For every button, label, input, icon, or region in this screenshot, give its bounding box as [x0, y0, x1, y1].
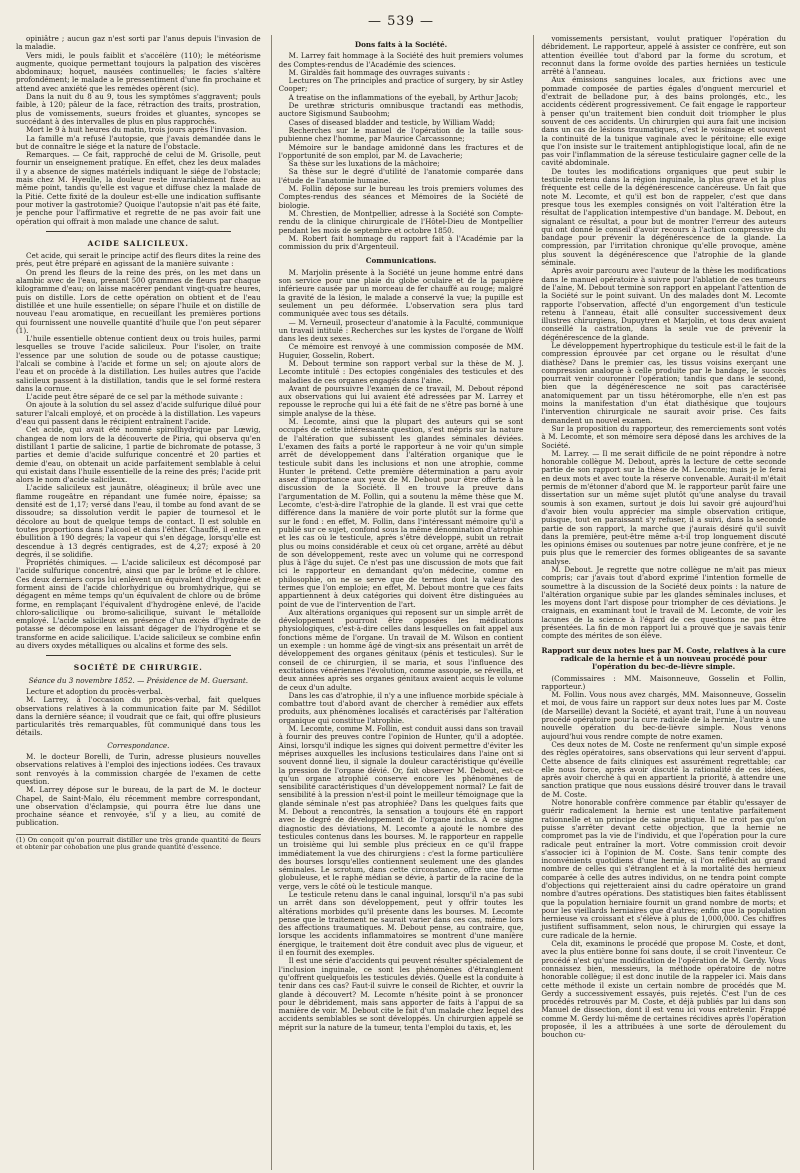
paragraph: Aux émissions sanguines locales, aux frictions avec une pommade composée de parties égales d'onguent mercuriel et d'extrait de belladone pur, à des bains prolongés, etc., les accidents cédèrent progressivement. Ce fait engage le rapporteur à penser qu'un traitement bien conduit doit triompher le plus souvent de ces accidents. Un chirurgien qui aura fait une incision dans un cas de lésions traumatiques, c'est le voisinage et souvent la continuité de la tunique vaginale avec le péritoine; elle exige que l'on insiste sur le traitement antiphlogistique local, afin de ne pas voir l'inflammation de la séreuse testiculaire gagner celle de la cavité abdominale. — [541, 75, 787, 168]
paragraph: Mémoire sur le bandage amidonné dans les fractures et de l'opportunité de son emploi, par M. de Lavacherie; — [278, 142, 524, 160]
paragraph: De urethræ stricturis omnibusque tractandi eas methodis, auctore Sigismund Sauboohm; — [278, 101, 524, 119]
paragraph: On ajoute à la solution du sel assez d'acide sulfurique dilué pour saturer l'alcali employé, et on procède à la distillation. Les vapeurs d'eau qui passent dans le récipient entraînent l'acide. — [16, 400, 261, 427]
paragraph: M. Larrey, à l'occasion du procès-verbal, fait quelques observations relatives à la communication faite par M. Sédillot dans la dernière séance; il voudrait que ce fait, qui offre plusieurs particularités très remarquables, fût communiqué dans tous les détails. — [16, 695, 261, 738]
paragraph: Ces deux notes de M. Coste ne renferment qu'un simple exposé des règles opératoires, sans observations qui leur servent d'appui. Cette absence de faits cliniques est assurément regrettable; car elle nous force, après avoir discuté la rationalité de ces idées, après avoir cherché à qui en appartient la priorité, à attendre une sanction pratique que nous eussions désiré trouver dans le travail de M. Coste. — [541, 739, 787, 799]
paragraph: M. Lecomte, ainsi que la plupart des auteurs qui se sont occupés de cette intéressante question, s'est mépris sur la nature de l'altération que subissent les glandes séminales déviées. L'examen des faits a porté le rapporteur à ne voir qu'un simple arrêt de développement dans l'altération organique que le testicule subit dans les inclusions et non une atrophie, comme Hunter le prétend. Cette première détermination a paru avoir assez d'importance aux yeux de M. Debout pour être offerte à la discussion de la Société. Il en trouve la preuve dans l'argumentation de M. Follin, qui a soutenu la même thèse que M. Lecomte, c'est-à-dire l'atrophie de la glande. Il est vrai que cette différence dans la manière de voir porte plutôt sur la forme que sur le fond : en effet, M. Follin, dans l'intéressant mémoire qu'il a publié sur ce sujet, confond sous la même dénomination d'atrophie et les cas où le testicule, après s'être développé, subit un retrait plus ou moins considérable et ceux où cet organe, arrêté au début de son développement, reste avec un volume qui ne correspond plus à l'âge du sujet. Ce n'est pas une discussion de mots que fait ici le rapporteur en demandant qu'on médecine, comme en philosophie, on ne se serve que de termes dont la valeur des termes que l'on emploie; en effet, M. Debout montre que ces faits appartiennent à deux catégories qui doivent être distinguées au point de vue de l'intervention de l'art. — [278, 417, 524, 609]
paragraph: Mort le 9 à huit heures du matin, trois jours après l'invasion. — [26, 125, 247, 135]
paragraph: M. Marjolin présente à la Société un jeune homme entré dans son service pour une plaie du globe oculaire et de la paupière inférieure causée par un morceau de fer chauffé au rouge; malgré la gravité de la lésion, le malade a conservé la vue; la pupille est seulement un peu déformée. L'observation sera plus tard communiquée avec tous ses détails. — [278, 267, 524, 319]
paragraph: M. Lecomte, comme M. Follin, est conduit aussi dans son travail à fournir des preuves contre l'opinion de Hunter, qu'il a adoptée. Ainsi, lorsqu'il indique les signes qui doivent permettre d'éviter les méprises auxquelles les inclusions testiculaires dans l'aine ont si souvent donné lieu, il signale la douleur caractéristique qu'éveille la pression de l'organe dévié. Or, fait observer M. Debout, est-ce qu'un organe atrophié conserve encore les phénomènes de sensibilité caractéristiques d'un développement normal? Le fait de sensibilité à la pression n'est-il point le meilleur témoignage que la glande séminale n'est pas atrophiée? Dans les quelques faits que M. Debout a rencontrés, la sensation a toujours été en rapport avec le degré de développement de l'organe inclus. À ce signe diagnostic des déviations, M. Lecomte a ajouté le nombre des testicules contenus dans les bourses. M. le rapporteur en rappelle un troisième qui lui semble plus précieux en ce qu'il frappe immédiatement la vue des chirurgiens : c'est la forme particulière des bourses lorsqu'elles contiennent seulement une des glandes séminales. Le scrotum, dans cette circonstance, offre une forme globuleuse, et le raphé médian se dévie, à partir de la racine de la verge, vers le côté où le testicule manque. — [278, 724, 524, 891]
paragraph: M. Larrey. — Il me serait difficile de ne point répondre à notre honorable collègue M. Debout, après la lecture de cette seconde partie de son rapport sur la thèse de M. Lecomte; mais je le ferai en deux mots et avec toute la réserve convenable. Aurait-il m'était permis de m'étonner d'abord que M. le rapporteur parût faire une dissertation sur un même sujet plutôt qu'une analyse du travail soumis à son examen, surtout je dois lui savoir gré aujourd'hui d'avoir bien voulu apprécier ma simple observation critique, puisque, tout en paraissant s'y refuser, il a suivi, dans la seconde partie de son rapport, la marche que j'aurais désiré qu'il suivît dans la première, peut-être même a-t-il trop longuement discuté les opinions émises ou soutenues par notre jeune confrère, et je ne puis plus que le remercier des formes obligeantes de sa savante analyse. — [541, 448, 787, 566]
paragraph: La famille m'a refusé l'autopsie, que j'avais demandée dans le but de connaître le siége et la nature de l'obstacle. — [16, 133, 261, 151]
paragraph: Le développement hypertrophique du testicule est-il le fait de la compression éprouvée par cet organe ou le résultat d'une diathèse? Dans le premier cas, les tissus voisins exerçant une compression analogue à celle produite par le bandage, le succès pourrait venir couronner l'opération; tandis que dans le second, bien que la dégénérescence ne soit pas caractérisée anatomiquement par un tissu hétéromorphe, elle n'en est pas moins la manifestation d'un état diathésique que toujours l'intervention chirurgicale ne saurait avoir prise. Ces faits demandent un nouvel examen. — [541, 340, 787, 425]
paragraph: On prend les fleurs de la reine des prés, on les met dans un alambic avec de l'eau, prenant 500 grammes de fleurs par chaque kilogramme d'eau; on laisse macérer pendant vingt-quatre heures, puis on distille. Lors de cette opération on obtient et de l'eau distillée et une huile essentielle; on sépare l'huile et on distille de nouveau l'eau aromatique, en recueillant les premières portions qui fournissent une nouvelle quantité d'huile que l'on peut séparer (1). — [16, 267, 261, 335]
section-title: SOCIÉTÉ DE CHIRURGIE. — [73, 663, 203, 673]
seance-line: Séance du 3 novembre 1852. — Présidence de M. Guersant. — [28, 675, 249, 685]
paragraph: Sa thèse sur les luxations de la mâchoire; — [288, 159, 440, 169]
paragraph: Sur la proposition du rapporteur, des remerciements sont votés à M. Lecomte, et son mémoire sera déposé dans les archives de la Société. — [541, 423, 787, 450]
paragraph: Notre honorable confrère commence par établir qu'essayer de guérir radicalement la hernie est une tentative parfaitement rationnelle et un principe de saine pratique. Il ne croit pas qu'on puisse s'arrêter devant cette objection, que la hernie ne compromet pas la vie de l'individu, et que l'opération pour la cure radicale peut entraîner la mort. Votre commission croit devoir s'associer ici à l'opinion de M. Coste. Sans tenir compte des inconvénients quotidiens d'une hernie, si l'on réfléchit au grand nombre de celles qui s'étranglent et à la mortalité des hernieux comparée à celle des autres individus, on ne tendra point compte d'objections qui rejetteraient ainsi du cadre opératoire un grand nombre d'autres opérations. Des statistiques bien faites établissent que la population herniaire fournit un grand nombre de morts; et pour les vieillards herniaires que d'autres; enfin que la population hernieuse va croissant et s'élève à plus de 1,000,000. Ces chiffres justifient suffisamment, selon nous, le chirurgien qui essaye la cure radicale de la hernie. — [541, 798, 787, 940]
report-title: Rapport sur deux notes lues par M. Coste, relatives à la cure radicale de la hernie et à un nouveau procédé pour l'opération du bec-de-lièvre simple. — [541, 645, 786, 672]
paragraph: Il est une série d'accidents qui peuvent résulter spécialement de l'inclusion inguinale, ce sont les phénomènes d'étranglement qu'offrent quelquefois les testicules déviés. Quelle est la conduite à tenir dans ces cas? Faut-il suivre le conseil de Richter, et ouvrir la glande à découvert? M. Lecomte n'hésite point à se prononcer pour le débridement, mais sans apporter de faits à l'appui de sa manière de voir. M. Debout cite le fait d'un malade chez lequel des accidents semblables se sont développés. Un chirurgien appelé se méprit sur la nature de la tumeur, tenta l'emploi du taxis, et, les — [278, 956, 524, 1032]
divider — [46, 655, 231, 656]
paragraph: M. Robert fait hommage du rapport fait à l'Académie par la commission du prix d'Argenteuil. — [278, 233, 524, 252]
paragraph: opiniâtre ; aucun gaz n'est sorti par l'anus depuis l'invasion de la maladie. — [16, 35, 261, 52]
subsection-title: Communications. — [365, 256, 437, 266]
columns — [16, 35, 786, 1170]
paragraph: Cet acide, qui serait le principe actif des fleurs dites la reine des prés, peut être préparé en agissant de la manière suivante : — [16, 251, 261, 269]
paragraph: vomissements persistant, voulut pratiquer l'opération du débridement. Le rapporteur, appelé à assister ce confrère, eut son attention éveillée tout d'abord par la forme du scrotum, et reconnut dans la forme ovoïde des parties herniées un testicule arrêté à l'anneau. — [541, 35, 787, 77]
paragraph: Aux altérations organiques qui reposent sur un simple arrêt de développement pourront être opposées les médications physiologiques, c'est-à-dire celles dans lesquelles on fait appel aux fonctions même de l'organe. Un travail de M. Wilson en contient un exemple : un homme âgé de vingt-six ans présentait un arrêt de développement des organes génitaux (pénis et testicules). Sur le conseil de ce chirurgien, il se maria, et sous l'influence des excitations vénériennes l'évolution, comme assoupie, se réveilla, et deux années après ses organes génitaux avaient acquis le volume de ceux d'un adulte. — [278, 607, 524, 692]
paragraph: Après avoir parcouru avec l'auteur de la thèse les modifications dans le manuel opératoire à suivre pour l'ablation de ces tumeurs de l'aine, M. Debout termine son rapport en appelant l'attention de la Société sur le point suivant. Un des malades dont M. Lecomte rapporte l'observation, affecté d'un engorgement d'un testicule retenu à l'anneau, était allé consulter successivement deux illustres chirurgiens, Dupuytren et Marjolin, et tous deux avaient conseillé la castration, dans la seule vue de prévenir la dégénérescence de la glande. — [541, 266, 787, 342]
paragraph: A treatise on the inflammations of the eyeball, by Arthur Jacob; — [288, 92, 519, 102]
section-title: ACIDE SALICILEUX. — [87, 238, 189, 248]
column-left — [16, 35, 261, 1170]
paragraph: M. Larrey dépose sur le bureau, de la part de M. le docteur Chapel, de Saint-Malo, élu récemment membre correspondant, une observation d'éclampsie, qui pourra être lue dans une prochaine séance et renvoyée, s'il y a lieu, au comité de publication. — [16, 785, 261, 828]
paragraph: Dans les cas d'atrophie, il n'y a une influence morbide spéciale à combattre tout d'abord avant de chercher à remédier aux effets produits, aux phénomènes localisés et caractérisés par l'altération organique qui constitue l'atrophie. — [278, 690, 524, 725]
column-right — [533, 35, 786, 1170]
paragraph: Cases of diseased bladder and testicle, by William Wadd; — [288, 117, 496, 127]
paragraph: Ce mémoire est renvoyé à une commission composée de MM. Huguier, Gosselin, Robert. — [278, 342, 524, 360]
paragraph: De toutes les modifications organiques que peut subir le testicule retenu dans la région inguinale, la plus grave et la plus fréquente est celle de la dégénérescence cancéreuse. Un fait que note M. Lecomte, et qu'il est bon de rappeler, c'est que dans presque tous les exemples consignés on voit l'altération être la résultat de l'application intempestive d'un bandage. M. Debout, en signalant ce résultat, a pour but de montrer l'erreur des auteurs qui ont donné le conseil d'avoir recours à l'action compressive du bandage pour prévenir la dégénérescence de la glande. La compression, par l'irritation chronique qu'elle provoque, amène plus souvent la dégénérescence que l'atrophie de la glande séminale. — [541, 166, 787, 268]
paragraph: Cet acide, qui avait été nommé spiroïlhydrique par Lœwig, changea de nom lors de la découverte de Piria, qui observa qu'en distillant 1 partie de salicine, 1 partie de bichromate de potasse, 3 parties et demie d'acide sulfurique concentré et 20 parties et demie d'eau, on obtenait un acide parfaitement semblable à celui qui existait dans l'huile essentielle de la reine des prés; l'acide prit alors le nom d'acide salicileux. — [16, 425, 261, 485]
paragraph: Propriétés chimiques. — L'acide salicileux est décomposé par l'acide sulfurique concentré, ainsi que par le brôme et le chlore. Ces deux derniers corps lui enlèvent un équivalent d'hydrogène et forment ainsi de l'acide chlorhydrique ou bromhydrique, qui se dégagent en même temps qu'un équivalent de chlore ou de brôme forme, en remplaçant l'équivalent d'hydrogène enlevé, de l'acide chloro-salicilique ou bromo-salicilique, suivant le métalloïde employé. L'acide salicileux en présence d'un excès d'hydrate de potasse se décompose en laissant dégager de l'hydrogène et se transforme en acide salicilique. L'acide salicileux se combine enfin au divers oxydes métalliques ou alcalins et forme des sels. — [16, 558, 261, 651]
paragraph: Sa thèse sur le degré d'utilité de l'anatomie comparée dans l'étude de l'anatomie humaine. — [278, 167, 524, 185]
paragraph: — M. Verneuil, prosecteur d'anatomie à la Faculté, communique un travail intitulé : Recherches sur les kystes de l'organe de Wolff dans les deux sexes. — [278, 317, 524, 344]
paragraph: Dans la nuit du 8 au 9, tous les symptômes s'aggravent; pouls faible, à 120; pâleur de la face, rétraction des traits, prostration, plus de vomissements, sueurs froides et gluantes, syncopes se succédant à des intervalles de plus en plus rapprochés. — [16, 92, 261, 126]
paragraph: L'acide salicileux est jaunâtre, oléagineux; il brûle avec une flamme rougeâtre en répandant une fumée noire, épaisse; sa densité est de 1,17; versé dans l'eau, il tombe au fond avant de se dissoudre; sa dissolution verdit le papier de tournesol et le décolore au bout de quelque temps de contact. Il est soluble en toutes proportions dans l'alcool et dans l'éther. Chauffé, il entre en ébullition à 190 degrés; la vapeur qui s'en dégage, lorsqu'elle est descendue à 13 degrés centigrades, est de 4,27; exposé à 20 degrés, il se solidifie. — [16, 483, 261, 559]
paragraph: (Commissaires : MM. Maisonneuve, Gosselin et Follin, rapporteur.) — [541, 673, 787, 691]
divider — [46, 231, 231, 232]
paragraph: Lecture et adoption du procès-verbal. — [26, 686, 163, 696]
page-number: — 539 — — [367, 14, 435, 29]
paragraph: Avant de poursuivre l'examen de ce travail, M. Debout répond aux observations qui lui avaient été adressées par M. Larrey et repousse le reproche qui lui a été fait de ne s'être pas borné à une simple analyse de la thèse. — [278, 383, 524, 418]
paragraph: M. Debout termine son rapport verbal sur la thèse de M. J. Lecomte intitulé : Des ectopies congéniales des testicules et des maladies de ces organes engagés dans l'aine. — [278, 358, 524, 385]
paragraph: Vers midi, le pouls faiblit et s'accélère (110); le météorisme augmente, quoique permettant toujours la palpation des viscères abdominaux; hoquet, nausées continuelles; le facies s'altère profondément; le malade a le pressentiment d'une fin prochaine et attend avec anxiété que les remèdes opèrent (sic). — [16, 50, 261, 93]
paragraph: M. Giraldès fait hommage des ouvrages suivants : — [288, 67, 470, 77]
paragraph: Le testicule retenu dans le canal inguinal, lorsqu'il n'a pas subi un arrêt dans son développement, peut y offrir toutes les altérations morbides qu'il présente dans les bourses. M. Lecomte pense que le traitement ne saurait varier dans ces cas, même lors des affections traumatiques. M. Debout pense, au contraire, que, lorsque les accidents inflammatoires se montrent d'une manière énergique, le traitement doit être conduit avec plus de vigueur, et il en fournit des exemples. — [278, 889, 524, 958]
paragraph: L'huile essentielle obtenue contient deux ou trois huiles, parmi lesquelles se trouve l'acide salicileux. Pour l'isoler, on traite l'essence par une solution de soude ou de potasse caustique; l'alcali se combine à l'acide et forme un sel; on ajoute alors de l'eau et on procède à la distillation. Les huiles autres que l'acide salicileux passent à la distillation, tandis que le sel formé restera dans la cornue. — [16, 334, 261, 393]
paragraph: M. le docteur Borelli, de Turin, adresse plusieurs nouvelles observations relatives à l'emploi des injections iodées. Ces travaux sont renvoyés à la commission chargée de l'examen de cette question. — [16, 752, 261, 786]
subsection-title: Dons faits à la Société. — [354, 40, 448, 49]
paragraph: Lectures on The principles and practice of surgery, by sir Astley Cooper; — [278, 76, 524, 94]
paragraph: L'acide peut être séparé de ce sel par la méthode suivante : — [26, 392, 243, 402]
footnote: (1) On conçoit qu'on pourrait distiller une très grande quantité de fleurs et obtenir par cohobation une plus grande quantité d'essence. — [16, 835, 261, 852]
paragraph: M. Follin dépose sur le bureau les trois premiers volumes des Comptes-rendus des séances et Mémoires de la Société de biologie. — [278, 184, 524, 210]
paragraph: Cela dit, examinons le procédé que propose M. Coste, et dont, avec la plus entière bonne foi sans doute, il se croit l'inventeur. Ce procédé n'est qu'une modification de l'opération de M. Gerdy. Vous connaissez bien, messieurs, la méthode opératoire de notre honorable collègue; il est donc inutile de la rappeler ici. Mais dans cette méthode il existe un certain nombre de procédés que M. Gerdy a successivement essayés, puis rejetés. C'est l'un de ces procédés retrouvés par M. Coste, et déjà publiés par lui dans son Manuel de dissection, dont il est venu ici vous entretenir. Frappé comme M. Gerdy lui-même de certaines récidives après l'opération proposée, il les a attribuées à une sorte de déroulement du bouchon cu- — [541, 939, 787, 1040]
paragraph: M. Debout. Je regrette que notre collègue ne m'ait pas mieux compris; car j'avais tout d'abord exprimé l'intention formelle de soumettre à la discussion de la Société deux points : la nature de l'altération organique subie par les glandes séminales incluses, et les moyens dont l'art dispose pour triompher de ces déviations. Je craignais, en examinant tout le travail de M. Lecomte, de voir les lacunes de la science à l'égard de ces questions ne pas être présentées. La fin de mon rapport lui a prouvé que je savais tenir compte des mérites de son élève. — [541, 565, 787, 641]
paragraph: M. Follin. Vous nous avez chargés, MM. Maisonneuve, Gosselin et moi, de vous faire un rapport sur deux notes lues par M. Coste (de Marseille) devant la Société, et ayant trait, l'une à un nouveau procédé opératoire pour la cure radicale de la hernie, l'autre à une nouvelle opération du bec-de-lièvre simple. Nous venons aujourd'hui vous rendre compte de notre examen. — [541, 690, 787, 741]
paragraph: Remarques. — Ce fait, rapproché de celui de M. Grisolle, peut fournir un enseignement pratique. En effet, chez les deux malades il y a absence de signes matériels indiquant le siége de l'obstacle; mais chez M. Hyeulle, la douleur reste invariablement fixée au même point, tandis qu'elle est vague et diffuse chez la malade de la Pitié. Cette fixité de la douleur est-elle une indication suffisante pour motiver la gastrotomie? Quoique l'autopsie n'ait pas été faite, je penche pour l'affirmative et regrette de ne pas avoir fait une opération qui offrait à mon malade une chance de salut. — [16, 150, 261, 226]
column-middle — [271, 35, 524, 1170]
paragraph: M. Larrey fait hommage à la Société des huit premiers volumes des Comptes-rendus de l'Académie des sciences. — [278, 51, 524, 69]
subsection-title: Correspondance. — [107, 740, 170, 750]
paragraph: Recherches sur le manuel de l'opération de la taille sous-pubienne chez l'homme, par Maurice Carcassonne; — [278, 125, 524, 144]
paragraph: M. Chrestien, de Montpellier, adresse à la Société son Compte-rendu de la clinique chirurgicale de l'Hôtel-Dieu de Montpellier pendant les mois de septembre et octobre 1850. — [278, 208, 524, 235]
